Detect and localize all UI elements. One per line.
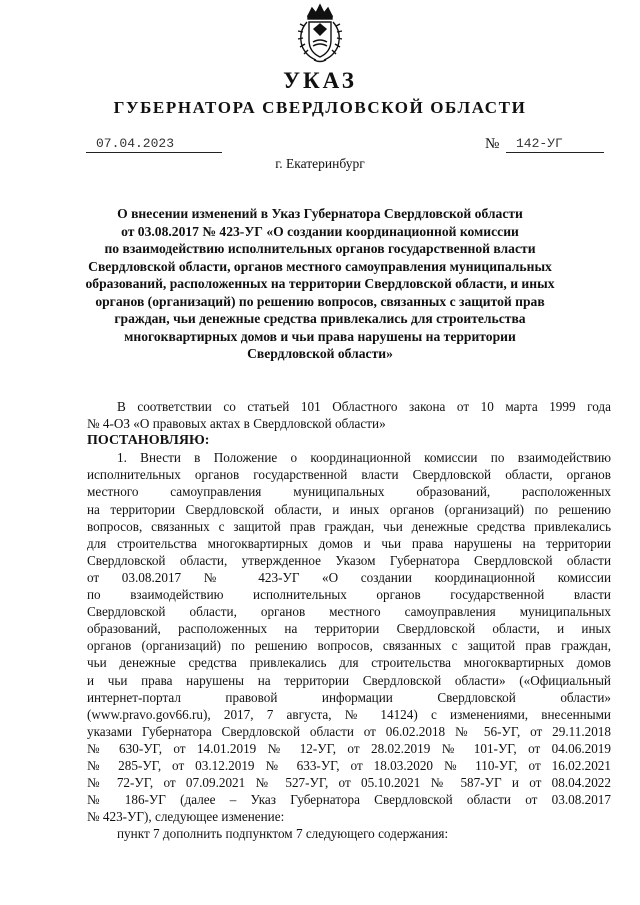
paragraph-line: Свердловской области, органов местного самоуправления муниципальных xyxy=(87,604,611,620)
paragraph-line: местного самоуправления муниципальных образований, расположенных xyxy=(87,484,611,500)
title-line: от 03.08.2017 № 423-УГ «О создании координационной комиссии xyxy=(121,223,519,239)
paragraph-line: № 630-УГ, от 14.01.2019 № 12-УГ, от 28.02.2019 № 101-УГ, от 04.06.2019 xyxy=(87,740,611,756)
paragraph-line: на территории Свердловской области, и иных органов (организаций) по решению xyxy=(87,501,611,517)
paragraph-line: указами Губернатора Свердловской области от 06.02.2018 № 56-УГ, от 29.11.2018 xyxy=(87,723,611,739)
number-sign: № xyxy=(485,136,500,152)
paragraph-line: (www.pravo.gov66.ru), 2017, 7 августа, № 14124) с изменениями, внесенными xyxy=(87,706,611,722)
paragraph-line: и чьи права нарушены на территории Свердловской области» («Официальный xyxy=(87,672,611,688)
title-line: органов (организаций) по решению вопросов, связанных с защитой прав xyxy=(95,293,545,309)
paragraph-line: исполнительных органов государственной власти Свердловской области, органов xyxy=(87,467,611,483)
preamble-line: В соответствии со статьей 101 Областного закона от 10 марта 1999 года xyxy=(117,399,611,414)
title-line: О внесении изменений в Указ Губернатора Свердловской области xyxy=(117,206,523,221)
decree-title xyxy=(70,205,570,363)
title-line: Свердловской области» xyxy=(247,346,393,361)
paragraph-line: для строительства многоквартирных домов и чьи права нарушены на территории xyxy=(87,535,611,551)
paragraph-line: образований, расположенных на территории Свердловской области, и иных xyxy=(87,621,611,637)
paragraph-line: интернет-портал правовой информации Свердловской области» xyxy=(87,689,611,705)
title-line: Свердловской области, органов местного самоуправления муниципальных xyxy=(88,258,552,274)
decree-word: ПОСТАНОВЛЯЮ: xyxy=(87,433,210,449)
paragraph-line: № 186-УГ (далее – Указ Губернатора Свердловской области от 03.08.2017 xyxy=(87,792,611,808)
paragraph-line: № 285-УГ, от 03.12.2019 № 633-УГ, от 18.03.2020 № 110-УГ, от 16.02.2021 xyxy=(87,757,611,773)
title-line: многоквартирных домов и чьи права нарушены на территории xyxy=(124,328,516,344)
coat-of-arms-icon xyxy=(294,2,346,64)
paragraph-line: от 03.08.2017 № 423-УГ «О создании координационной комиссии xyxy=(87,569,611,585)
decree-body xyxy=(87,398,611,842)
decree-number: 142-УГ xyxy=(506,136,604,153)
paragraph-line: 1. Внести в Положение о координационной комиссии по взаимодействию xyxy=(117,450,611,466)
paragraph-line: по взаимодействию исполнительных органов государственной власти xyxy=(87,587,611,603)
paragraph-line: чьи денежные средства привлекались для строительства многоквартирных домов xyxy=(87,655,611,671)
paragraph-line: пункт 7 дополнить подпунктом 7 следующего содержания: xyxy=(117,826,449,842)
paragraph-line: вопросов, связанных с защитой прав граждан, чьи денежные средства привлекались xyxy=(87,518,611,534)
decree-date: 07.04.2023 xyxy=(86,136,222,153)
preamble-line: № 4-ОЗ «О правовых актах в Свердловской области» xyxy=(87,416,386,432)
paragraph-line: органов (организаций) по решению вопросов, связанных с защитой прав граждан, xyxy=(87,638,611,654)
paragraph-line: Свердловской области, утвержденное Указом Губернатора Свердловской области xyxy=(87,552,611,568)
title-line: образований, расположенных на территории Свердловской области, и иных xyxy=(85,276,555,291)
paragraph-line: № 423-УГ), следующее изменение: xyxy=(87,809,285,825)
city-line: г. Екатеринбург xyxy=(275,156,365,171)
paragraph-line: № 72-УГ, от 07.09.2021 № 527-УГ, от 05.10.2021 № 587-УГ и от 08.04.2022 xyxy=(87,775,611,791)
title-line: по взаимодействию исполнительных органов государственной власти xyxy=(104,241,536,256)
issuer-title: ГУБЕРНАТОРА СВЕРДЛОВСКОЙ ОБЛАСТИ xyxy=(113,98,527,117)
title-line: граждан, чьи денежные средства привлекались для строительства xyxy=(114,311,526,326)
document-type: УКАЗ xyxy=(283,68,357,93)
